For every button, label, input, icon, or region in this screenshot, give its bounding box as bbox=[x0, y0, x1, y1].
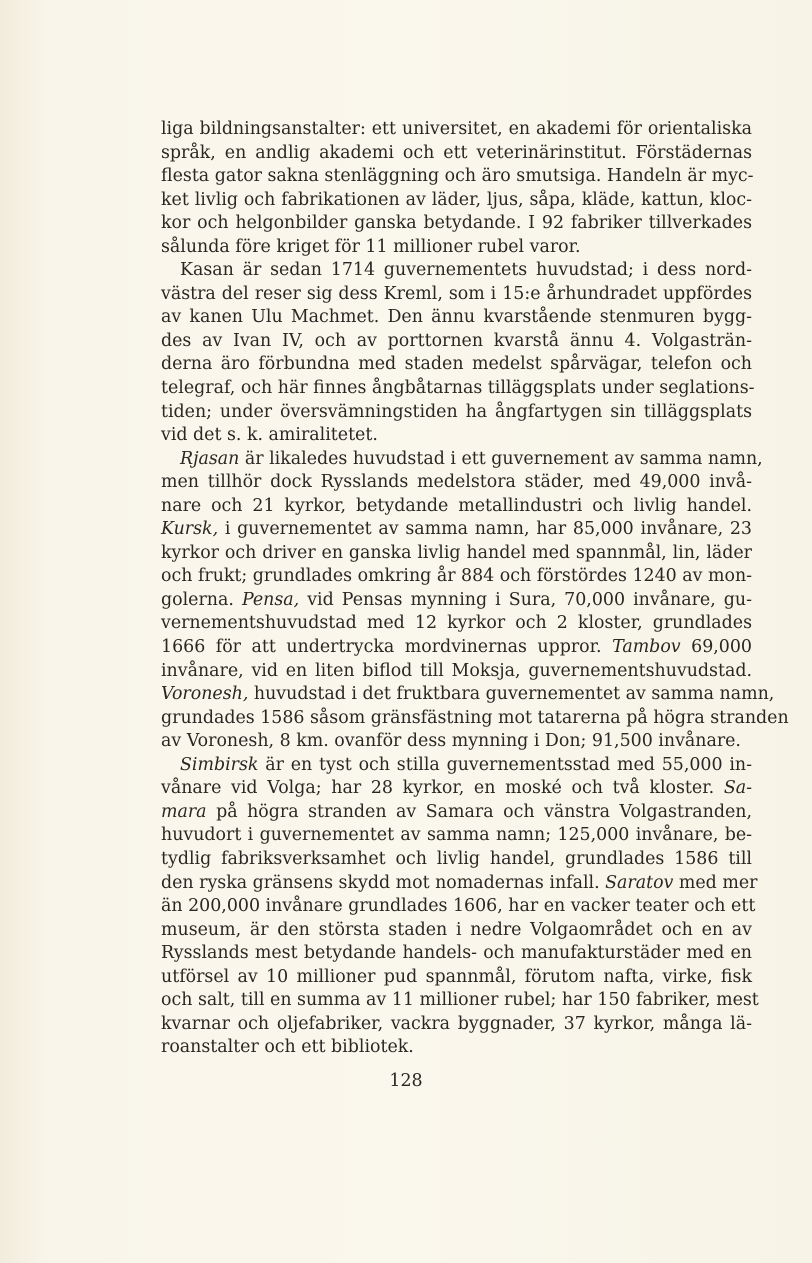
text-line bbox=[161, 707, 789, 731]
text-segment: kvarnar och oljefabriker, vackra byggnader, 37 kyrkor, många lä- bbox=[161, 1013, 752, 1034]
text-segment: grundades 1586 såsom gränsfästning mot tatarerna på högra stranden bbox=[161, 707, 789, 728]
text-line bbox=[161, 565, 752, 589]
italic-place-name: mara bbox=[161, 801, 207, 822]
text-segment: invånare, vid en liten biflod till Moksja, guvernementshuvudstad. bbox=[161, 660, 752, 681]
text-segment: på högra stranden av Samara och vänstra Volgastranden, bbox=[206, 801, 752, 822]
text-segment: vånare vid Volga; har 28 kyrkor, en moské och två kloster. bbox=[161, 778, 724, 799]
text-segment: västra del reser sig dess Kreml, som i 15:e århundradet uppfördes bbox=[161, 283, 752, 304]
text-segment: av kanen Ulu Machmet. Den ännu kvarstående stenmuren bygg- bbox=[161, 307, 752, 328]
text-line bbox=[161, 777, 752, 801]
text-line bbox=[161, 471, 752, 495]
text-line bbox=[161, 848, 752, 872]
italic-place-name: Simbirsk bbox=[180, 754, 259, 775]
text-line bbox=[161, 683, 775, 707]
text-segment: derna äro förbundna med staden medelst spårvägar, telefon och bbox=[161, 354, 752, 375]
text-segment: vernementshuvudstad med 12 kyrkor och 2 kloster, grundlades bbox=[161, 613, 752, 634]
text-line bbox=[161, 495, 752, 519]
text-segment: är likaledes huvudstad i ett guvernement av samma namn, bbox=[239, 448, 763, 469]
text-segment: utförsel av 10 millioner pud spannmål, förutom nafta, virke, fisk bbox=[161, 966, 752, 987]
text-line bbox=[161, 330, 752, 354]
text-segment: av Voronesh, 8 km. ovanför dess mynning i Don; 91,500 invånare. bbox=[161, 731, 741, 752]
text-segment: med mer bbox=[673, 872, 758, 893]
text-line bbox=[161, 448, 763, 472]
text-segment: kor och helgonbilder ganska betydande. I 92 fabriker tillverkades bbox=[161, 213, 752, 234]
page-number: 128 bbox=[389, 1071, 423, 1091]
text-segment: museum, är den största staden i nedre Volgaområdet och en av bbox=[161, 919, 752, 940]
text-segment: Rysslands mest betydande handels- och manufakturstäder med en bbox=[161, 943, 752, 964]
text-line bbox=[161, 660, 752, 684]
text-segment: språk, en andlig akademi och ett veterinärinstitut. Förstädernas bbox=[161, 142, 752, 163]
text-segment: kyrkor och driver en ganska livlig handel med spannmål, lin, läder bbox=[161, 542, 752, 563]
text-line bbox=[161, 824, 752, 848]
text-segment: vid Pensas mynning i Sura, 70,000 invånare, gu- bbox=[299, 589, 752, 610]
italic-place-name: Rjasan bbox=[180, 448, 240, 469]
text-line bbox=[161, 259, 752, 283]
italic-place-name: Kursk, bbox=[161, 519, 219, 540]
text-line bbox=[161, 189, 752, 213]
italic-place-name: Saratov bbox=[605, 872, 674, 893]
text-line bbox=[161, 353, 752, 377]
italic-place-name: Sa- bbox=[723, 778, 752, 799]
text-line bbox=[161, 236, 752, 260]
text-line bbox=[161, 730, 752, 754]
text-line bbox=[161, 942, 752, 966]
text-line bbox=[161, 142, 752, 166]
text-line bbox=[161, 283, 752, 307]
text-line bbox=[161, 424, 752, 448]
text-segment: är en tyst och stilla guvernementsstad med 55,000 in- bbox=[258, 754, 752, 775]
italic-place-name: Tambov bbox=[612, 637, 681, 658]
text-line bbox=[161, 966, 752, 990]
text-line bbox=[161, 919, 752, 943]
text-segment: flesta gator sakna stenläggning och äro smutsiga. Handeln är myc- bbox=[161, 166, 754, 187]
text-segment: tydlig fabriksverksamhet och livlig handel, grundlades 1586 till bbox=[161, 848, 752, 869]
text-line bbox=[161, 1036, 752, 1060]
text-segment: Kasan är sedan 1714 guvernementets huvudstad; i dess nord- bbox=[180, 260, 752, 281]
text-line bbox=[161, 612, 752, 636]
text-segment: vid det s. k. amiralitetet. bbox=[161, 425, 378, 446]
text-line bbox=[161, 636, 752, 660]
text-line bbox=[161, 377, 755, 401]
text-segment: ket livlig och fabrikationen av läder, ljus, såpa, kläde, kattun, kloc- bbox=[161, 189, 752, 210]
text-segment: golerna. bbox=[161, 589, 242, 610]
text-line bbox=[161, 989, 759, 1013]
text-line bbox=[161, 306, 752, 330]
body-text bbox=[161, 118, 789, 1060]
text-line bbox=[161, 165, 752, 189]
text-line bbox=[161, 401, 752, 425]
text-line bbox=[161, 801, 752, 825]
text-segment: tiden; under översvämningstiden ha ångfartygen sin tilläggsplats bbox=[161, 401, 752, 422]
text-line bbox=[161, 754, 752, 778]
text-segment: huvudstad i det fruktbara guvernementet av samma namn, bbox=[248, 684, 775, 705]
italic-place-name: Pensa, bbox=[241, 589, 300, 610]
text-line bbox=[161, 1013, 752, 1037]
text-line bbox=[161, 118, 752, 142]
text-segment: och salt, till en summa av 11 millioner rubel; har 150 fabriker, mest bbox=[161, 990, 759, 1011]
text-segment: 1666 för att undertrycka mordvinernas uppror. bbox=[161, 637, 613, 658]
text-segment: i guvernementet av samma namn, har 85,000 invånare, 23 bbox=[218, 519, 752, 540]
text-segment: telegraf, och här finnes ångbåtarnas tilläggsplats under seglations- bbox=[161, 378, 755, 399]
italic-place-name: Voronesh, bbox=[161, 684, 249, 705]
text-line bbox=[161, 872, 758, 896]
text-segment: än 200,000 invånare grundlades 1606, har en vacker teater och ett bbox=[161, 896, 756, 917]
text-line bbox=[161, 518, 752, 542]
text-segment: 69,000 bbox=[680, 637, 752, 658]
text-segment: liga bildningsanstalter: ett universitet, en akademi för orientaliska bbox=[161, 119, 752, 139]
text-segment: sålunda före kriget för 11 millioner rubel varor. bbox=[161, 236, 581, 257]
text-segment: huvudort i guvernementet av samma namn; 125,000 invånare, be- bbox=[161, 825, 752, 846]
text-line bbox=[161, 895, 756, 919]
text-segment: och frukt; grundlades omkring år 884 och förstördes 1240 av mon- bbox=[161, 566, 753, 587]
text-line bbox=[161, 589, 752, 613]
text-line bbox=[161, 212, 752, 236]
text-segment: roanstalter och ett bibliotek. bbox=[161, 1037, 414, 1058]
text-segment: den ryska gränsens skydd mot nomadernas infall. bbox=[161, 872, 606, 893]
text-line bbox=[161, 542, 752, 566]
text-segment: men tillhör dock Rysslands medelstora städer, med 49,000 invå- bbox=[161, 472, 752, 493]
text-segment: nare och 21 kyrkor, betydande metallindustri och livlig handel. bbox=[161, 495, 752, 516]
text-segment: des av Ivan IV, och av porttornen kvarstå ännu 4. Volgasträn- bbox=[161, 330, 752, 351]
